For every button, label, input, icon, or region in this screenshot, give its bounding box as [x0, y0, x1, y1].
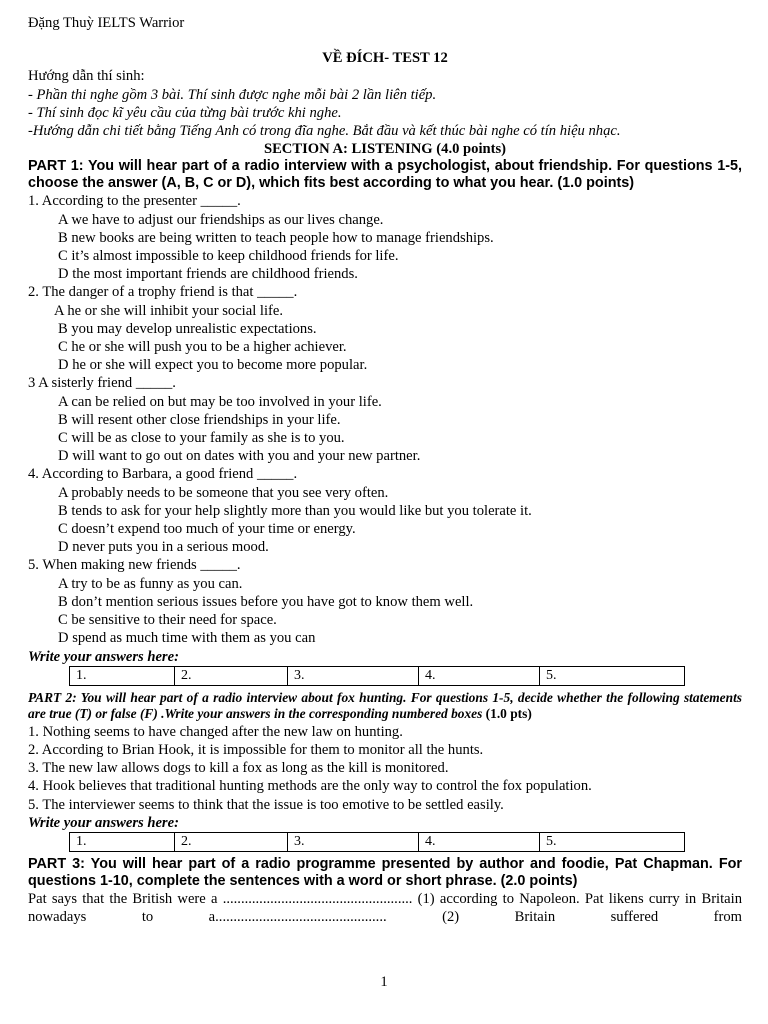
part2-statement-5: 5. The interviewer seems to think that the issue is too emotive to be settled easily.: [28, 796, 504, 813]
option-a: A can be relied on but may be too involved in your life.: [58, 393, 382, 410]
instruction-line-2: - Thí sinh đọc kĩ yêu cầu của từng bài trước khi nghe.: [28, 104, 342, 121]
part1-question-4: [28, 465, 742, 556]
part1-question-3: [28, 374, 742, 465]
part2-statement-1: 1. Nothing seems to have changed after the new law on hunting.: [28, 723, 403, 740]
instruction-line-3: -Hướng dẫn chi tiết bằng Tiếng Anh có trong đĩa nghe. Bắt đầu và kết thúc bài nghe có tín hiệu nhạc.: [28, 123, 621, 140]
part2-heading-points: (1.0 pts): [482, 706, 532, 722]
part1-question-1: [28, 192, 742, 283]
author-line: Đặng Thuỳ IELTS Warrior: [28, 15, 185, 31]
part3-text: Pat says that the British were a .................................................... (1) according to Napoleon. Pat likens curry in Britain nowadays to a............................................... (2) Britain suffered from: [28, 890, 742, 926]
answer-box-1[interactable]: 1.: [70, 666, 175, 685]
option-d: D he or she will expect you to become more popular.: [58, 357, 368, 374]
part2-statement-3: 3. The new law allows dogs to kill a fox as long as the kill is monitored.: [28, 760, 449, 777]
option-a: A he or she will inhibit your social life.: [54, 302, 284, 319]
question-stem: 3 A sisterly friend _____.: [28, 375, 176, 392]
part1-heading: PART 1: You will hear part of a radio interview with a psychologist, about friendship. For questions 1-5, choose the answer (A, B, C or D), which fits best according to what you hear. (1.0 points): [28, 158, 742, 192]
option-c: C be sensitive to their need for space.: [58, 612, 277, 629]
document-page: [28, 14, 742, 926]
part2-answer-label: Write your answers here:: [28, 814, 179, 831]
instructions-heading: Hướng dẫn thí sinh:: [28, 68, 145, 85]
part1-question-5: [28, 556, 742, 647]
part1-question-2: [28, 283, 742, 374]
option-c: C it’s almost impossible to keep childhood friends for life.: [58, 248, 399, 265]
option-a: A we have to adjust our friendships as our lives change.: [58, 211, 384, 228]
answer-box-1[interactable]: 1.: [70, 832, 175, 851]
answer-box-5[interactable]: 5.: [540, 666, 685, 685]
part2-heading: [28, 690, 742, 723]
part3-heading: PART 3: You will hear part of a radio programme presented by author and foodie, Pat Chapman. For questions 1-10, complete the sentences with a word or short phrase. (2.0 points): [28, 855, 742, 889]
answer-box-4[interactable]: 4.: [419, 832, 540, 851]
answer-box-2[interactable]: 2.: [175, 666, 288, 685]
option-c: C he or she will push you to be a higher achiever.: [58, 339, 347, 356]
option-c: C will be as close to your family as she is to you.: [58, 430, 345, 447]
answer-box-4[interactable]: 4.: [419, 666, 540, 685]
option-b: B new books are being written to teach people how to manage friendships.: [58, 229, 494, 246]
part2-statement-2: 2. According to Brian Hook, it is impossible for them to monitor all the hunts.: [28, 741, 484, 758]
part2-heading-text: PART 2: You will hear part of a radio interview about fox hunting. For questions 1-5, decide whether the following statements are true (T) or false (F) .Write your answers in the corresponding numbered boxes: [28, 689, 742, 722]
option-d: D the most important friends are childhood friends.: [58, 266, 358, 283]
answer-box-3[interactable]: 3.: [288, 666, 419, 685]
option-d: D never puts you in a serious mood.: [58, 539, 269, 556]
answer-box-5[interactable]: 5.: [540, 832, 685, 851]
answer-box-2[interactable]: 2.: [175, 832, 288, 851]
option-c: C doesn’t expend too much of your time or energy.: [58, 521, 356, 538]
option-a: A probably needs to be someone that you see very often.: [58, 484, 389, 501]
part1-answer-table: [69, 666, 685, 686]
answer-box-3[interactable]: 3.: [288, 832, 419, 851]
part2-answer-table: [69, 832, 685, 852]
page-number: 1: [380, 974, 388, 990]
option-a: A try to be as funny as you can.: [58, 575, 243, 592]
test-title: VỀ ĐÍCH- TEST 12: [322, 50, 448, 67]
option-b: B you may develop unrealistic expectations.: [58, 320, 317, 337]
question-stem: 5. When making new friends _____.: [28, 557, 241, 574]
part1-answer-label: Write your answers here:: [28, 648, 179, 665]
option-d: D will want to go out on dates with you and your new partner.: [58, 448, 421, 465]
option-b: B don’t mention serious issues before you have got to know them well.: [58, 593, 474, 610]
question-stem: 2. The danger of a trophy friend is that _____.: [28, 284, 298, 301]
option-b: B will resent other close friendships in your life.: [58, 411, 341, 428]
option-b: B tends to ask for your help slightly more than you would like but you tolerate it.: [58, 502, 532, 519]
question-stem: 1. According to the presenter _____.: [28, 193, 241, 210]
instruction-line-1: - Phần thi nghe gồm 3 bài. Thí sinh được nghe mỗi bài 2 lần liên tiếp.: [28, 86, 437, 103]
option-d: D spend as much time with them as you can: [58, 630, 316, 647]
section-a-title: SECTION A: LISTENING (4.0 points): [263, 141, 507, 158]
question-stem: 4. According to Barbara, a good friend _____.: [28, 466, 298, 483]
part2-statement-4: 4. Hook believes that traditional hunting methods are the only way to control the fox population.: [28, 778, 592, 795]
